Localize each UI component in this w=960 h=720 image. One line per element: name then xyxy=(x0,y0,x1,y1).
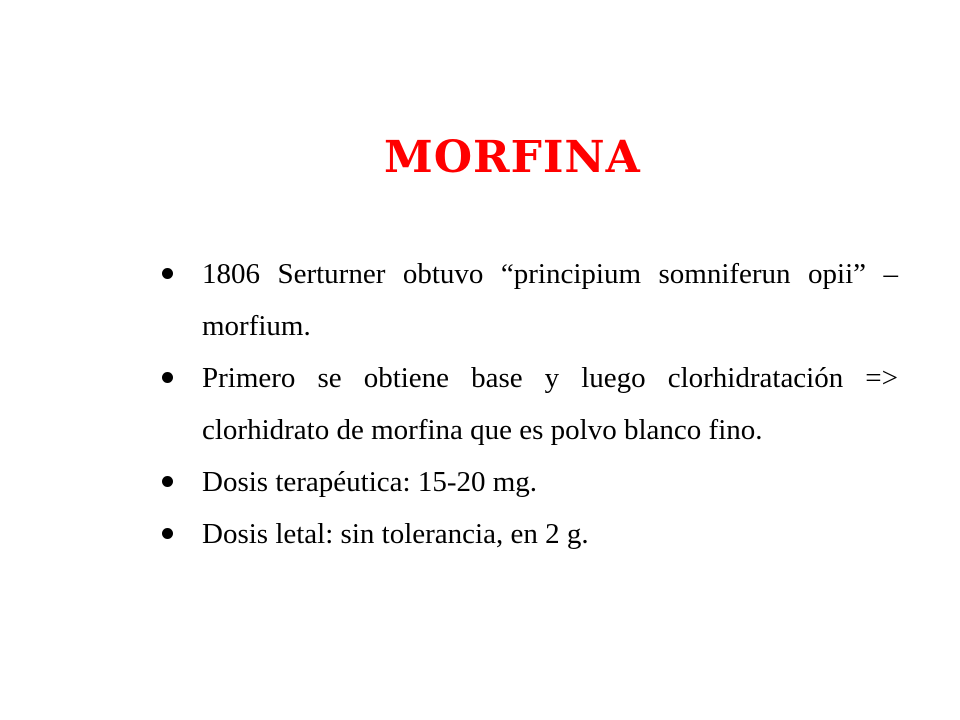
bullet-item-dosis-letal xyxy=(160,508,898,560)
bullet-item-clorhidratacion xyxy=(160,352,898,456)
bullet-text: 1806 Serturner obtuvo “principium somniferun opii” – morfium. xyxy=(202,258,898,342)
slide-title: MORFINA xyxy=(384,132,641,183)
bullet-dot-icon xyxy=(162,268,173,279)
bullet-list xyxy=(160,248,898,560)
bullet-dot-icon xyxy=(162,476,173,487)
bullet-text: Dosis letal: sin tolerancia, en 2 g. xyxy=(202,518,589,550)
bullet-dot-icon xyxy=(162,372,173,383)
bullet-text: Primero se obtiene base y luego clorhidratación => clorhidrato de morfina que es polvo blanco fino. xyxy=(202,362,898,446)
bullet-text: Dosis terapéutica: 15-20 mg. xyxy=(202,466,538,498)
bullet-dot-icon xyxy=(162,528,173,539)
bullet-item-serturner xyxy=(160,248,898,352)
bullet-item-dosis-terapeutica xyxy=(160,456,898,508)
